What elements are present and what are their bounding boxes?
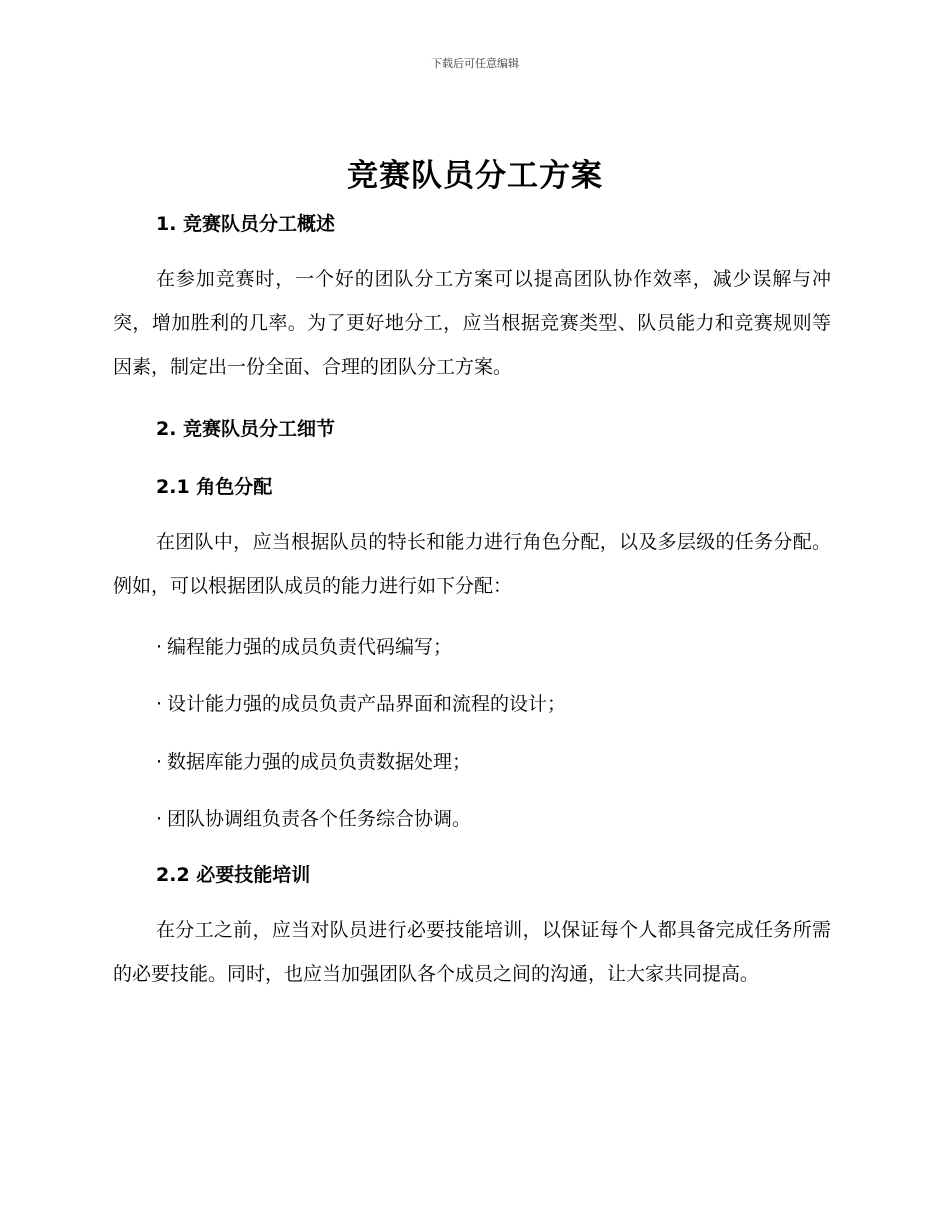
bullet-marker: · xyxy=(156,693,163,715)
list-item-text: 数据库能力强的成员负责数据处理； xyxy=(167,751,472,773)
section-2-1-paragraph: 在团队中，应当根据队员的特长和能力进行角色分配，以及多层级的任务分配。例如，可以根据团队成员的能力进行如下分配： xyxy=(113,531,831,597)
list-item-text: 编程能力强的成员负责代码编写； xyxy=(167,636,453,658)
document-title: 竞赛队员分工方案 xyxy=(347,158,603,194)
list-item xyxy=(156,632,452,659)
bullet-marker: · xyxy=(156,636,163,658)
section-2-2-heading: 2.2 必要技能培训 xyxy=(156,864,311,886)
list-item xyxy=(156,804,471,831)
list-item-text: 团队协调组负责各个任务综合协调。 xyxy=(167,808,472,830)
list-item xyxy=(156,689,566,716)
header-note: 下载后可任意编辑 xyxy=(431,57,519,70)
list-item-text: 设计能力强的成员负责产品界面和流程的设计； xyxy=(167,693,567,715)
list-item xyxy=(156,747,471,774)
section-2-heading: 2. 竞赛队员分工细节 xyxy=(156,418,336,440)
section-1-paragraph: 在参加竞赛时，一个好的团队分工方案可以提高团队协作效率，减少误解与冲突，增加胜利的几率。为了更好地分工，应当根据竞赛类型、队员能力和竞赛规则等因素，制定出一份全面、合理的团队分工方案。 xyxy=(113,268,831,378)
bullet-marker: · xyxy=(156,808,163,830)
section-1-heading: 1. 竞赛队员分工概述 xyxy=(156,213,336,235)
bullet-marker: · xyxy=(156,751,163,773)
section-2-2-paragraph: 在分工之前，应当对队员进行必要技能培训，以保证每个人都具备完成任务所需的必要技能。同时，也应当加强团队各个成员之间的沟通，让大家共同提高。 xyxy=(113,919,831,985)
section-2-1-heading: 2.1 角色分配 xyxy=(156,476,273,498)
